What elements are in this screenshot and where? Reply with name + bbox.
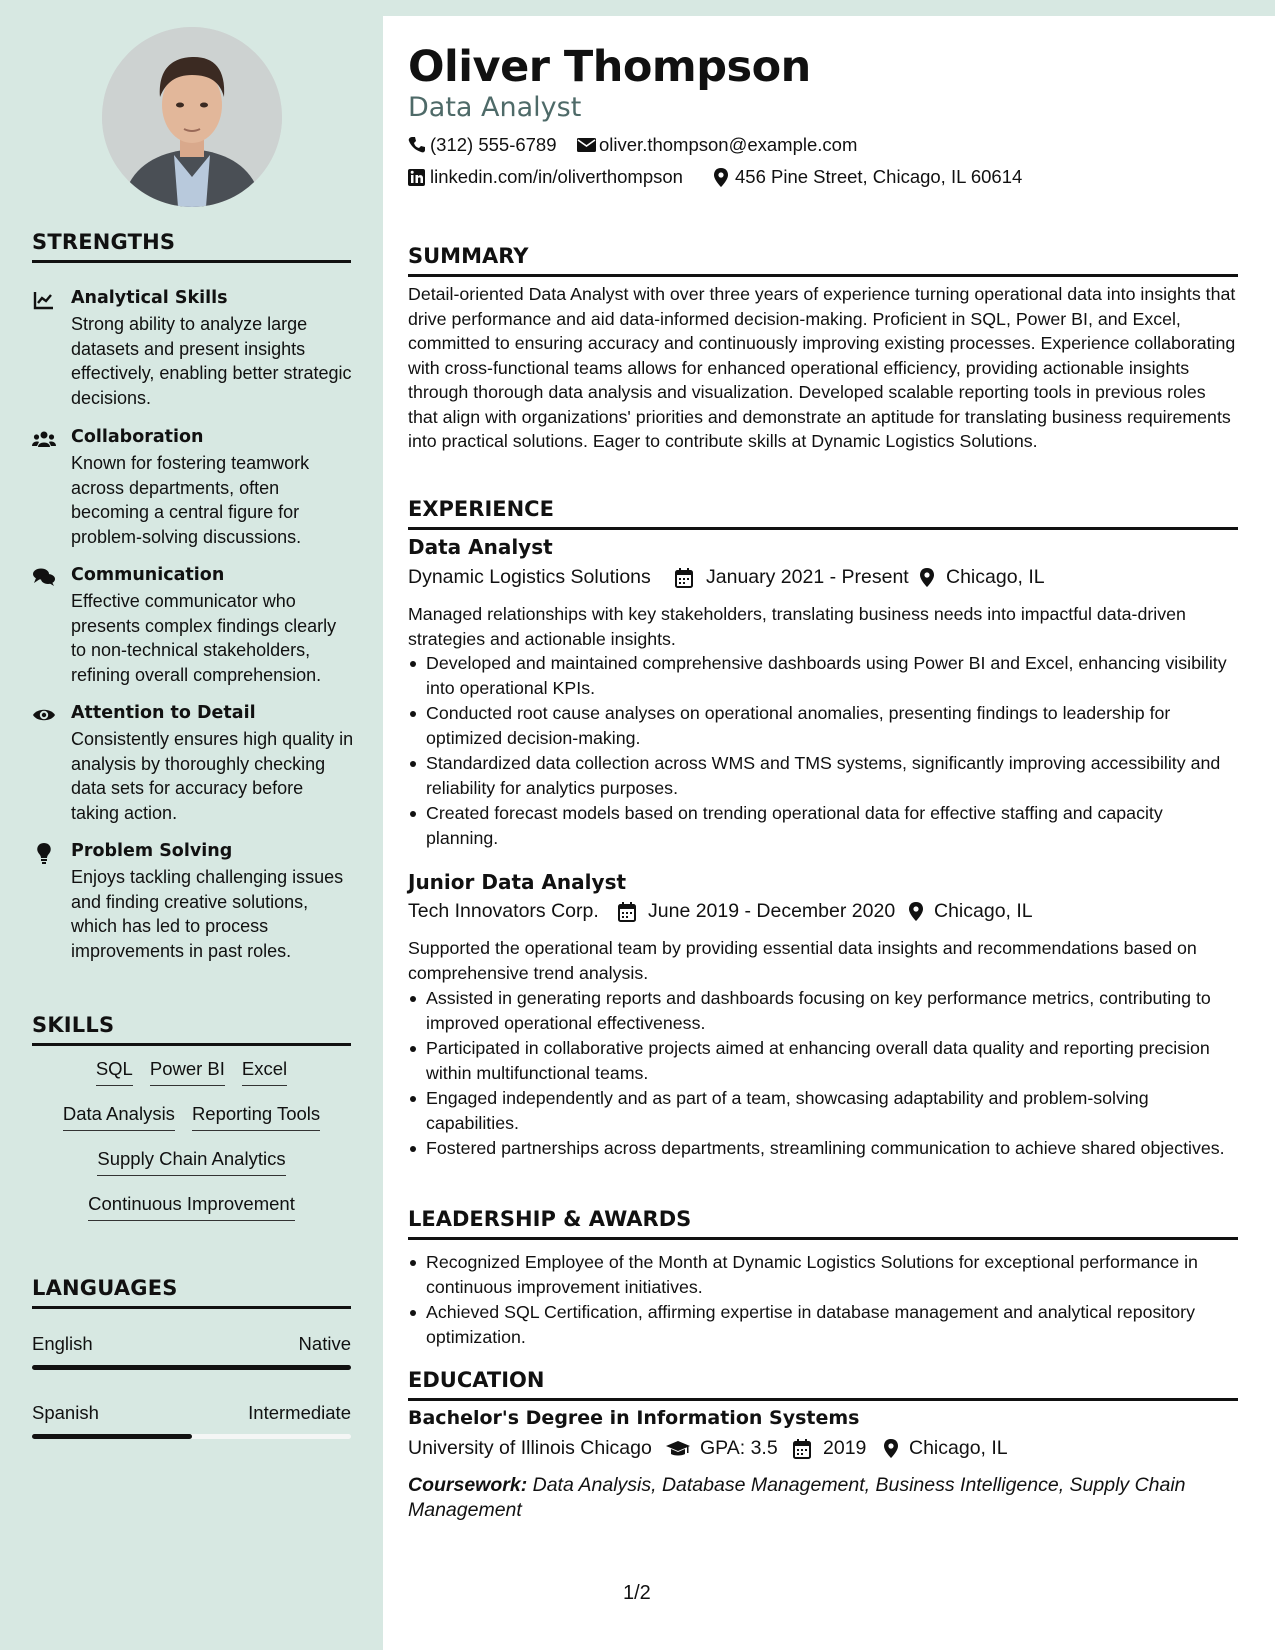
- graduation-cap-icon: [666, 1439, 690, 1459]
- skills-list: [32, 1058, 351, 1238]
- lightbulb-icon: [32, 842, 56, 864]
- languages-heading: LANGUAGES: [32, 1276, 351, 1309]
- education-gpa: GPA: 3.5: [700, 1437, 778, 1459]
- award-bullet: Achieved SQL Certification, affirming expertise in database management and analytical repository optimization.: [408, 1300, 1238, 1349]
- strength-description: Known for fostering teamwork across departments, often becoming a central figure for problem-solving discussions.: [71, 453, 310, 547]
- strength-title: Collaboration: [71, 427, 204, 447]
- strengths-heading: STRENGTHS: [32, 230, 351, 263]
- experience-heading: EXPERIENCE: [408, 497, 1238, 530]
- map-marker-icon: [713, 168, 731, 188]
- language-name: English: [32, 1333, 93, 1354]
- job-dates: January 2021 - Present: [706, 566, 909, 588]
- strength-description: Effective communicator who presents complex findings clearly to non-technical stakeholders, refining overall comprehension.: [71, 591, 337, 685]
- language-proficiency-fill: [32, 1434, 192, 1439]
- language-level: Intermediate: [248, 1402, 351, 1423]
- chart-line-icon: [32, 289, 56, 311]
- linkedin-text: linkedin.com/in/oliverthompson: [430, 166, 683, 187]
- degree-title: Bachelor's Degree in Information Systems: [408, 1407, 860, 1429]
- calendar-icon: [793, 1439, 811, 1459]
- users-icon: [32, 428, 56, 450]
- address-text: 456 Pine Street, Chicago, IL 60614: [735, 166, 1023, 187]
- skill-tag: Continuous Improvement: [88, 1193, 295, 1221]
- leadership-bullets: [408, 1250, 1238, 1350]
- profile-photo: [102, 27, 282, 207]
- language-name: Spanish: [32, 1402, 99, 1423]
- language-proficiency-bar: [32, 1434, 351, 1439]
- job-bullet: Fostered partnerships across departments, streamlining communication to achieve shared objectives.: [408, 1136, 1238, 1161]
- calendar-icon: [618, 902, 636, 922]
- job-bullet: Created forecast models based on trending operational data for effective staffing and capacity planning.: [408, 801, 1238, 850]
- language-proficiency-bar: [32, 1365, 351, 1370]
- education-heading: EDUCATION: [408, 1368, 1238, 1401]
- strength-title: Communication: [71, 565, 225, 585]
- strength-description: Strong ability to analyze large datasets and present insights effectively, enabling better strategic decisions.: [71, 314, 352, 408]
- job-title: Data Analyst: [408, 535, 553, 559]
- strength-title: Attention to Detail: [71, 703, 256, 723]
- coursework-label: Coursework:: [408, 1474, 528, 1496]
- language-proficiency-fill: [32, 1365, 351, 1370]
- leadership-heading: LEADERSHIP & AWARDS: [408, 1207, 1238, 1240]
- candidate-name: Oliver Thompson: [408, 42, 811, 92]
- sidebar: [0, 0, 383, 1650]
- skill-tag: Supply Chain Analytics: [97, 1148, 285, 1176]
- job-bullet: Engaged independently and as part of a team, showcasing adaptability and problem-solving capabilities.: [408, 1086, 1238, 1135]
- comments-icon: [32, 566, 56, 588]
- job-bullets: [408, 651, 1238, 851]
- award-bullet: Recognized Employee of the Month at Dynamic Logistics Solutions for exceptional performance in continuous improvement initiatives.: [408, 1250, 1238, 1299]
- job-bullets: [408, 986, 1238, 1162]
- envelope-icon: [577, 136, 597, 154]
- coursework-text: Data Analysis, Database Management, Business Intelligence, Supply Chain Management: [408, 1474, 1186, 1521]
- job-summary: Supported the operational team by providing essential data insights and recommendations based on comprehensive trend analysis.: [408, 938, 1197, 983]
- phone-icon: [408, 136, 426, 154]
- strength-description: Consistently ensures high quality in analysis by thoroughly checking data sets for accuracy before taking action.: [71, 729, 354, 823]
- phone-text: (312) 555-6789: [430, 134, 557, 155]
- job-bullet: Developed and maintained comprehensive dashboards using Power BI and Excel, enhancing visibility into operational KPIs.: [408, 651, 1238, 700]
- skill-tag: Reporting Tools: [192, 1103, 320, 1131]
- job-title: Junior Data Analyst: [408, 870, 627, 894]
- linkedin-icon: [408, 168, 426, 186]
- strength-title: Problem Solving: [71, 841, 233, 861]
- eye-icon: [32, 704, 56, 726]
- coursework: [408, 1473, 1208, 1522]
- page-number: 1/2: [623, 1582, 651, 1604]
- job-dates: June 2019 - December 2020: [648, 900, 896, 922]
- main-content: [383, 16, 1275, 1650]
- job-location: Chicago, IL: [934, 900, 1033, 922]
- summary-heading: SUMMARY: [408, 244, 1238, 277]
- summary-text: Detail-oriented Data Analyst with over three years of experience turning operational data into insights that drive performance and aid data-informed decision-making. Proficient in SQL, Power BI, and Excel, committed to ensuring accuracy and continuously improving existing processes. Experience collaborating with cross-functional teams allows for enhanced operational efficiency, providing actionable insights through thorough data analysis and visualization. Developed scalable reporting tools in previous roles that align with organizations' priorities and demonstrate an aptitude for translating business requirements into practical solutions. Eager to contribute skills at Dynamic Logistics Solutions.: [408, 284, 1236, 451]
- skill-tag: Excel: [242, 1058, 287, 1086]
- job-company: Tech Innovators Corp.: [408, 900, 599, 922]
- skill-tag: Power BI: [150, 1058, 225, 1086]
- job-bullet: Assisted in generating reports and dashboards focusing on key performance metrics, contributing to improved operational effectiveness.: [408, 986, 1238, 1035]
- calendar-icon: [675, 568, 693, 588]
- job-location: Chicago, IL: [946, 566, 1045, 588]
- skill-tag: Data Analysis: [63, 1103, 175, 1131]
- email-text: oliver.thompson@example.com: [599, 134, 858, 155]
- education-meta: [408, 1437, 1238, 1463]
- job-bullet: Participated in collaborative projects aimed at enhancing overall data quality and reporting precision within multifunctional teams.: [408, 1036, 1238, 1085]
- map-marker-icon: [908, 902, 924, 922]
- job-meta: [408, 566, 1238, 592]
- education-location: Chicago, IL: [909, 1437, 1008, 1459]
- map-marker-icon: [883, 1439, 899, 1459]
- job-company: Dynamic Logistics Solutions: [408, 566, 651, 588]
- skills-heading: SKILLS: [32, 1013, 351, 1046]
- candidate-role: Data Analyst: [408, 92, 582, 123]
- strength-description: Enjoys tackling challenging issues and finding creative solutions, which has led to process improvements in past roles.: [71, 867, 344, 961]
- education-year: 2019: [823, 1437, 867, 1459]
- map-marker-icon: [919, 568, 935, 588]
- job-bullet: Standardized data collection across WMS and TMS systems, significantly improving accessibility and reliability for analytics purposes.: [408, 751, 1238, 800]
- skill-tag: SQL: [96, 1058, 133, 1086]
- job-bullet: Conducted root cause analyses on operational anomalies, presenting findings to leadership for optimized decision-making.: [408, 701, 1238, 750]
- job-meta: [408, 900, 1238, 926]
- job-summary: Managed relationships with key stakeholders, translating business needs into impactful data-driven strategies and actionable insights.: [408, 604, 1186, 649]
- language-level: Native: [298, 1333, 351, 1354]
- school-name: University of Illinois Chicago: [408, 1437, 652, 1459]
- strength-title: Analytical Skills: [71, 288, 228, 308]
